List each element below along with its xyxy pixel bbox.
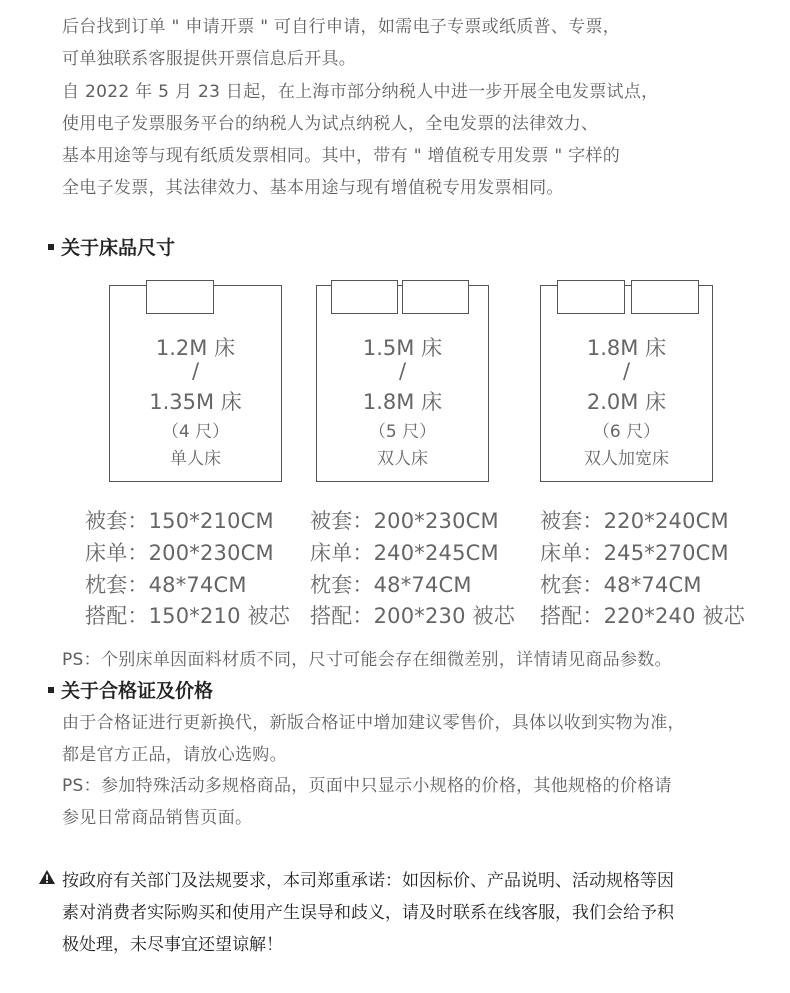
cert-line: PS：参加特殊活动多规格商品，页面中只显示小规格的价格，其他规格的价格请 [62,776,672,796]
bed-size-top: 1.2M 床 [155,336,236,360]
pillow-icon [331,280,398,314]
cert-line: 参见日常商品销售页面。 [62,808,253,828]
notice-line: 按政府有关部门及法规要求，本司郑重承诺：如因标价、产品说明、活动规格等因 [62,871,674,891]
bed-size-bottom: 1.8M 床 [362,390,443,414]
bed-diagram-wide-double [540,285,713,482]
spec-matching-quilt: 搭配：200*230 被芯 [310,604,515,628]
spec-pillowcase: 枕套：48*74CM [310,573,472,597]
heading-text: 关于合格证及价格 [61,680,214,702]
bed-size-top: 1.8M 床 [586,336,667,360]
spec-matching-quilt: 搭配：220*240 被芯 [540,604,745,628]
cert-line: 由于合格证进行更新换代，新版合格证中增加建议零售价，具体以收到实物为准， [62,713,685,733]
bed-diagram-single [109,285,282,482]
bed-size-top: 1.5M 床 [362,336,443,360]
intro-line: 基本用途等与现有纸质发票相同。其中，带有 " 增值税专用发票 " 字样的 [62,146,621,166]
intro-line: 自 2022 年 5 月 23 日起，在上海市部分纳税人中进一步开展全电发票试点， [62,82,659,102]
spec-pillowcase: 枕套：48*74CM [85,573,247,597]
bed-size-bottom: 2.0M 床 [586,390,667,414]
spec-sheet: 床单：200*230CM [85,541,274,565]
notice-line: 极处理，未尽事宜还望谅解！ [62,935,283,955]
bed-type: 双人加宽床 [584,449,669,469]
bed-chi: （5 尺） [368,422,437,442]
bullet-square-icon [48,244,54,250]
bed-diagram-double [316,285,489,482]
intro-line: 后台找到订单 " 申请开票 " 可自行申请，如需电子专票或纸质普、专票， [62,17,621,37]
spec-duvet-cover: 被套：150*210CM [85,509,274,533]
bed-size-slash: / [191,359,200,383]
bullet-square-icon [48,687,54,693]
intro-line: 全电子发票，其法律效力、基本用途与现有增值税专用发票相同。 [62,178,564,198]
spec-pillowcase: 枕套：48*74CM [540,573,702,597]
pillow-icon [631,280,699,314]
cert-line: 都是官方正品，请放心选购。 [62,745,287,765]
spec-sheet: 床单：240*245CM [310,541,499,565]
spec-duvet-cover: 被套：200*230CM [310,509,499,533]
spec-sheet: 床单：245*270CM [540,541,729,565]
intro-line: 可单独联系客服提供开票信息后开具。 [62,49,357,69]
bed-size-slash: / [622,359,631,383]
pillow-icon [146,280,214,314]
notice-line: 素对消费者实际购买和使用产生误导和歧义，请及时联系在线客服，我们会给予积 [62,903,674,923]
heading-text: 关于床品尺寸 [61,237,176,259]
bed-type: 双人床 [377,449,428,469]
section-heading-certificate [48,676,213,703]
bed-size-slash: / [398,359,407,383]
pillow-icon [557,280,625,314]
bed-type: 单人床 [170,449,221,469]
bed-size-bottom: 1.35M 床 [149,390,242,414]
bed-size-ps-note: PS：个别床单因面料材质不同，尺寸可能会存在细微差别，详情请见商品参数。 [62,650,672,670]
spec-matching-quilt: 搭配：150*210 被芯 [85,604,290,628]
bed-chi: （4 尺） [161,422,230,442]
bed-chi: （6 尺） [592,422,661,442]
warning-icon [38,869,56,885]
intro-line: 使用电子发票服务平台的纳税人为试点纳税人，全电发票的法律效力、 [62,114,599,134]
pillow-icon [402,280,469,314]
section-heading-bed-size [48,233,175,260]
spec-duvet-cover: 被套：220*240CM [540,509,729,533]
